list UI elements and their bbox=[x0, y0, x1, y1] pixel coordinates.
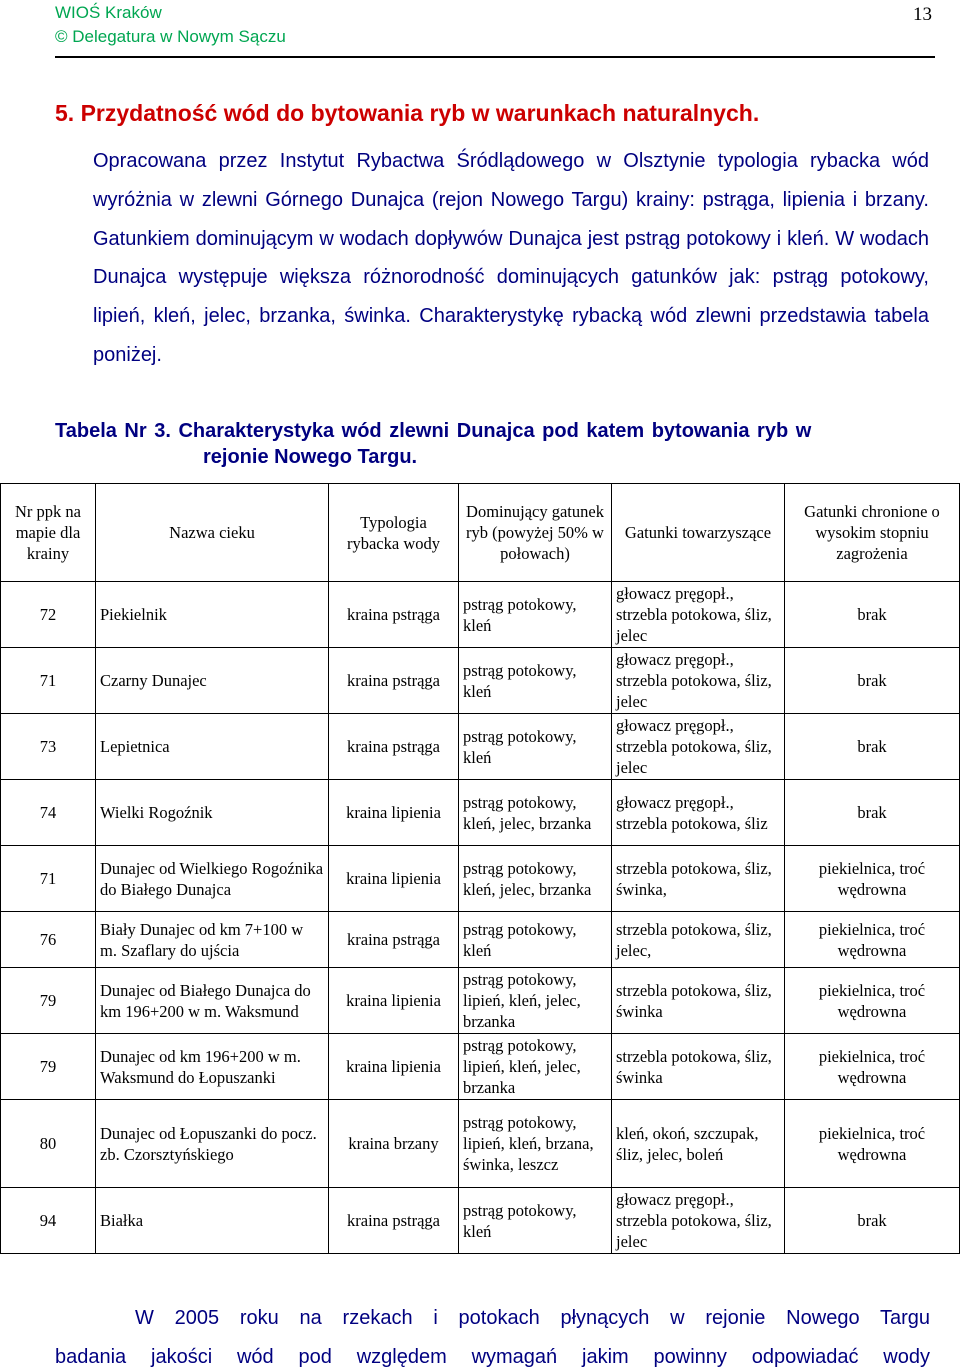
col-header-ppk: Nr ppk na mapie dla krainy bbox=[1, 484, 96, 582]
cell-protected-species: brak bbox=[785, 648, 960, 714]
cell-protected-species: piekielnica, troć wędrowna bbox=[785, 1034, 960, 1100]
header-divider bbox=[55, 56, 935, 58]
cell-typology: kraina pstrąga bbox=[329, 648, 459, 714]
table-row bbox=[1, 780, 960, 846]
intro-paragraph bbox=[93, 142, 929, 375]
cell-protected-species: piekielnica, troć wędrowna bbox=[785, 846, 960, 912]
cell-dominant-species: pstrąg potokowy, kleń bbox=[459, 648, 612, 714]
cell-dominant-species: pstrąg potokowy, lipień, kleń, jelec, brzanka bbox=[459, 968, 612, 1034]
header-org: WIOŚ Kraków bbox=[55, 3, 162, 22]
table-row bbox=[1, 1034, 960, 1100]
cell-accompanying-species: strzebla potokowa, śliz, jelec, bbox=[612, 912, 785, 968]
cell-river-name: Czarny Dunajec bbox=[96, 648, 329, 714]
header-department: © Delegatura w Nowym Sączu bbox=[55, 27, 286, 46]
cell-protected-species: piekielnica, troć wędrowna bbox=[785, 912, 960, 968]
cell-dominant-species: pstrąg potokowy, kleń bbox=[459, 714, 612, 780]
cell-protected-species: piekielnica, troć wędrowna bbox=[785, 1100, 960, 1188]
footer-line2: badania jakości wód pod względem wymagań jakim powinny odpowiadać wody bbox=[55, 1346, 930, 1368]
cell-typology: kraina lipienia bbox=[329, 780, 459, 846]
table-row bbox=[1, 1188, 960, 1254]
cell-typology: kraina pstrąga bbox=[329, 1188, 459, 1254]
cell-accompanying-species: głowacz pręgopł., strzebla potokowa, śliz, jelec bbox=[612, 1188, 785, 1254]
cell-dominant-species: pstrąg potokowy, lipień, kleń, brzana, świnka, leszcz bbox=[459, 1100, 612, 1188]
cell-ppk: 76 bbox=[1, 912, 96, 968]
cell-dominant-species: pstrąg potokowy, kleń, jelec, brzanka bbox=[459, 846, 612, 912]
table-row bbox=[1, 968, 960, 1034]
cell-accompanying-species: strzebla potokowa, śliz, świnka bbox=[612, 968, 785, 1034]
table-row bbox=[1, 714, 960, 780]
cell-ppk: 80 bbox=[1, 1100, 96, 1188]
cell-protected-species: brak bbox=[785, 780, 960, 846]
footer-line1: W 2005 roku na rzekach i potokach płynących w rejonie Nowego Targu bbox=[135, 1307, 930, 1329]
cell-accompanying-species: głowacz pręgopł., strzebla potokowa, śliz, jelec bbox=[612, 648, 785, 714]
cell-accompanying-species: strzebla potokowa, śliz, świnka bbox=[612, 1034, 785, 1100]
table-row bbox=[1, 846, 960, 912]
cell-ppk: 94 bbox=[1, 1188, 96, 1254]
intro-text: Opracowana przez Instytut Rybactwa Śródlądowego w Olsztynie typologia rybacka wód wyróżnia w zlewni Górnego Dunajca (rejon Nowego Targu) krainy: pstrąga, lipienia i brzany. Gatunkiem dominującym w wodach dopływów Dunajca jest pstrąg potokowy i kleń. W wodach Dunajca występuje większa różnorodność dominujących gatunków jak: pstrąg potokowy, lipień, kleń, jelec, brzanka, świnka. Charakterystykę rybacką wód zlewni przedstawia tabela poniżej. bbox=[93, 150, 929, 366]
table-row bbox=[1, 648, 960, 714]
fish-habitat-table bbox=[0, 483, 960, 1254]
table-row bbox=[1, 582, 960, 648]
cell-typology: kraina lipienia bbox=[329, 1034, 459, 1100]
col-header-name: Nazwa cieku bbox=[96, 484, 329, 582]
cell-typology: kraina pstrąga bbox=[329, 714, 459, 780]
cell-dominant-species: pstrąg potokowy, lipień, kleń, jelec, brzanka bbox=[459, 1034, 612, 1100]
col-header-typology: Typologia rybacka wody bbox=[329, 484, 459, 582]
table-caption-line1: Tabela Nr 3. Charakterystyka wód zlewni Dunajca pod katem bytowania ryb w bbox=[55, 420, 812, 442]
cell-accompanying-species: kleń, okoń, szczupak, śliz, jelec, boleń bbox=[612, 1100, 785, 1188]
table-row bbox=[1, 1100, 960, 1188]
cell-ppk: 79 bbox=[1, 968, 96, 1034]
cell-accompanying-species: głowacz pręgopł., strzebla potokowa, śliz bbox=[612, 780, 785, 846]
cell-river-name: Wielki Rogoźnik bbox=[96, 780, 329, 846]
cell-ppk: 79 bbox=[1, 1034, 96, 1100]
cell-river-name: Biały Dunajec od km 7+100 w m. Szaflary do ujścia bbox=[96, 912, 329, 968]
table-header-row bbox=[1, 484, 960, 582]
cell-typology: kraina lipienia bbox=[329, 846, 459, 912]
cell-protected-species: piekielnica, troć wędrowna bbox=[785, 968, 960, 1034]
cell-ppk: 73 bbox=[1, 714, 96, 780]
col-header-dominant: Dominujący gatunek ryb (powyżej 50% w połowach) bbox=[459, 484, 612, 582]
cell-ppk: 71 bbox=[1, 648, 96, 714]
cell-typology: kraina pstrąga bbox=[329, 582, 459, 648]
cell-accompanying-species: głowacz pręgopł., strzebla potokowa, śliz, jelec bbox=[612, 582, 785, 648]
cell-protected-species: brak bbox=[785, 714, 960, 780]
cell-accompanying-species: głowacz pręgopł., strzebla potokowa, śliz, jelec bbox=[612, 714, 785, 780]
cell-typology: kraina lipienia bbox=[329, 968, 459, 1034]
cell-river-name: Lepietnica bbox=[96, 714, 329, 780]
cell-river-name: Dunajec od Białego Dunajca do km 196+200 w m. Waksmund bbox=[96, 968, 329, 1034]
cell-dominant-species: pstrąg potokowy, kleń, jelec, brzanka bbox=[459, 780, 612, 846]
cell-river-name: Piekielnik bbox=[96, 582, 329, 648]
cell-typology: kraina pstrąga bbox=[329, 912, 459, 968]
col-header-protected: Gatunki chronione o wysokim stopniu zagrożenia bbox=[785, 484, 960, 582]
table-caption-line2: rejonie Nowego Targu. bbox=[203, 446, 418, 468]
cell-river-name: Dunajec od km 196+200 w m. Waksmund do Łopuszanki bbox=[96, 1034, 329, 1100]
cell-river-name: Dunajec od Łopuszanki do pocz. zb. Czorsztyńskiego bbox=[96, 1100, 329, 1188]
section-title: 5. Przydatność wód do bytowania ryb w warunkach naturalnych. bbox=[55, 100, 760, 126]
cell-river-name: Dunajec od Wielkiego Rogoźnika do Białego Dunajca bbox=[96, 846, 329, 912]
col-header-accompanying: Gatunki towarzyszące bbox=[612, 484, 785, 582]
cell-typology: kraina brzany bbox=[329, 1100, 459, 1188]
cell-protected-species: brak bbox=[785, 582, 960, 648]
cell-dominant-species: pstrąg potokowy, kleń bbox=[459, 1188, 612, 1254]
cell-accompanying-species: strzebla potokowa, śliz, świnka, bbox=[612, 846, 785, 912]
page-number: 13 bbox=[913, 4, 932, 25]
cell-ppk: 74 bbox=[1, 780, 96, 846]
cell-ppk: 72 bbox=[1, 582, 96, 648]
cell-ppk: 71 bbox=[1, 846, 96, 912]
cell-dominant-species: pstrąg potokowy, kleń bbox=[459, 912, 612, 968]
table-row bbox=[1, 912, 960, 968]
cell-dominant-species: pstrąg potokowy, kleń bbox=[459, 582, 612, 648]
cell-river-name: Białka bbox=[96, 1188, 329, 1254]
cell-protected-species: brak bbox=[785, 1188, 960, 1254]
